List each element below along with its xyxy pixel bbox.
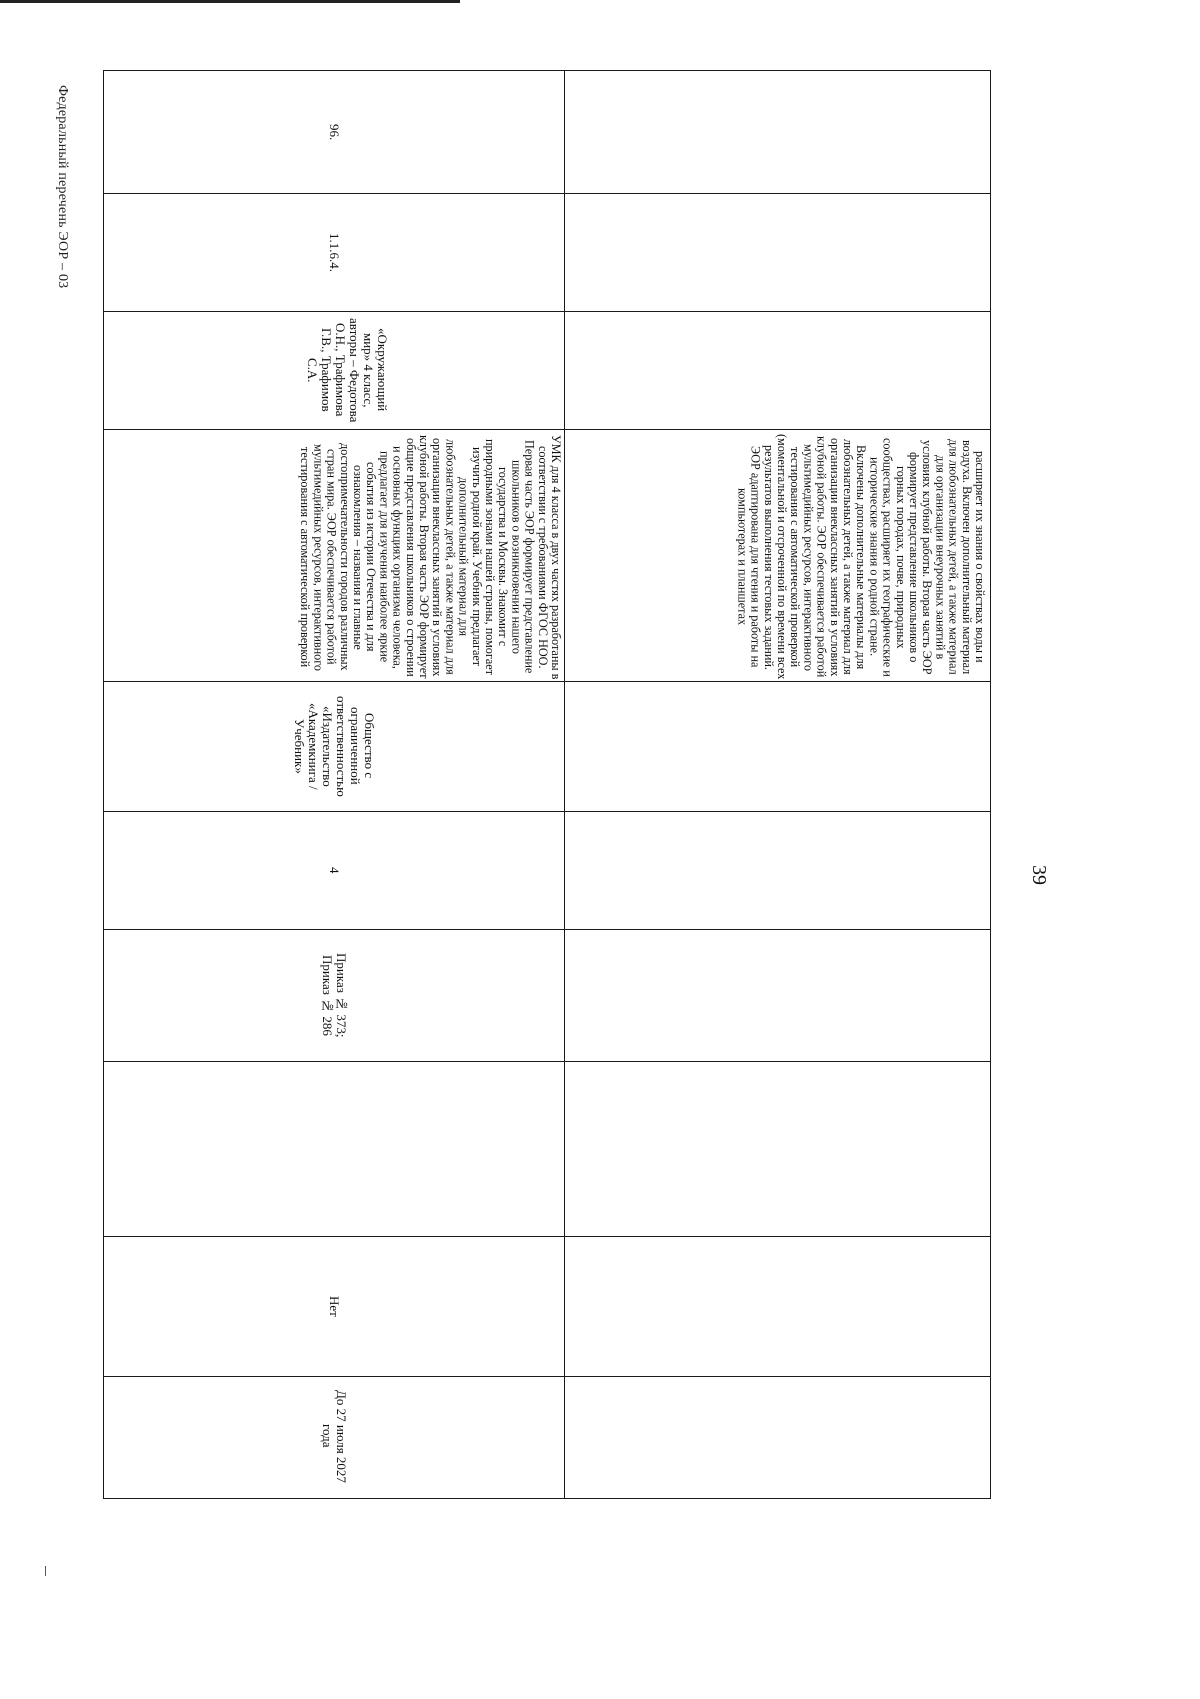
row-publisher: Общество с ограниченной ответственностью «Издательство «Академкнига / Учебник» bbox=[292, 695, 377, 797]
row-valid-until: До 27 июля 2027 года bbox=[320, 1389, 349, 1483]
row-accessibility: Нет bbox=[327, 1295, 342, 1317]
prev-row-description: расширяет их знания о свойствах воды и воздуха. Включен дополнительный материал для любознательных детей, а также материал для организации внеурочных занятий в условиях клубной работы. Вторая часть ЭОР формирует представление школьников о горных породах, почве, природных сообществах, расширяет их географические и исторические знания о родной стране. Включены дополнительные материалы для любознательных детей, а также материал для организации внеклассных занятий в условиях клубной работы. ЭОР обеспечивается работой мультимедийных ресурсов, интерактивного тестирования с автоматической проверкой (моментальной и отсроченной по времени всех результатов выполнения тестовых заданий. ЭОР адаптирована для чтения и работы на компьютерах и планшетах bbox=[735, 434, 987, 680]
row-empty-field bbox=[104, 1061, 564, 1236]
row-code: 1.1.6.4. bbox=[327, 232, 342, 272]
row-description: УМК для 4 класса в двух частях разработаны в соответствии с требованиями ФГОС НОО. Первая часть ЭОР формирует представление школьников о возникновении нашего государства и Москвы. Знакомит с природными зонами нашей страны, помогает изучить родной край. Учебник предлагает дополнительный материал для любознательных детей, а также материал для организации внеклассных занятий в условиях клубной работы. Вторая часть ЭОР формирует общие представления школьников о строении и основных функциях организма человека, предлагает для изучения наиболее яркие события из истории Отечества и для ознакомления – названия и главные достопримечательности городов различных стран мира. ЭОР обеспечивается работой мультимедийных ресурсов, интерактивного тестирования с автоматической проверкой bbox=[298, 434, 563, 680]
eor-table bbox=[103, 70, 991, 1499]
margin-mark bbox=[45, 1566, 46, 1576]
row-grade: 4 bbox=[327, 866, 342, 874]
page-number: 39 bbox=[1028, 865, 1050, 885]
row-number: 96. bbox=[327, 123, 342, 141]
row-divider bbox=[564, 71, 565, 1498]
side-header: Федеральный перечень ЭОР – 03 bbox=[55, 85, 70, 289]
row-title: «Окружающий мир» 4 класс, авторы – Федотова О.Н., Трафимова Г.В., Трафимов С.А. bbox=[305, 317, 390, 423]
top-rule bbox=[0, 0, 460, 3]
row-order: Приказ № 373; Приказ № 286 bbox=[320, 952, 349, 1038]
